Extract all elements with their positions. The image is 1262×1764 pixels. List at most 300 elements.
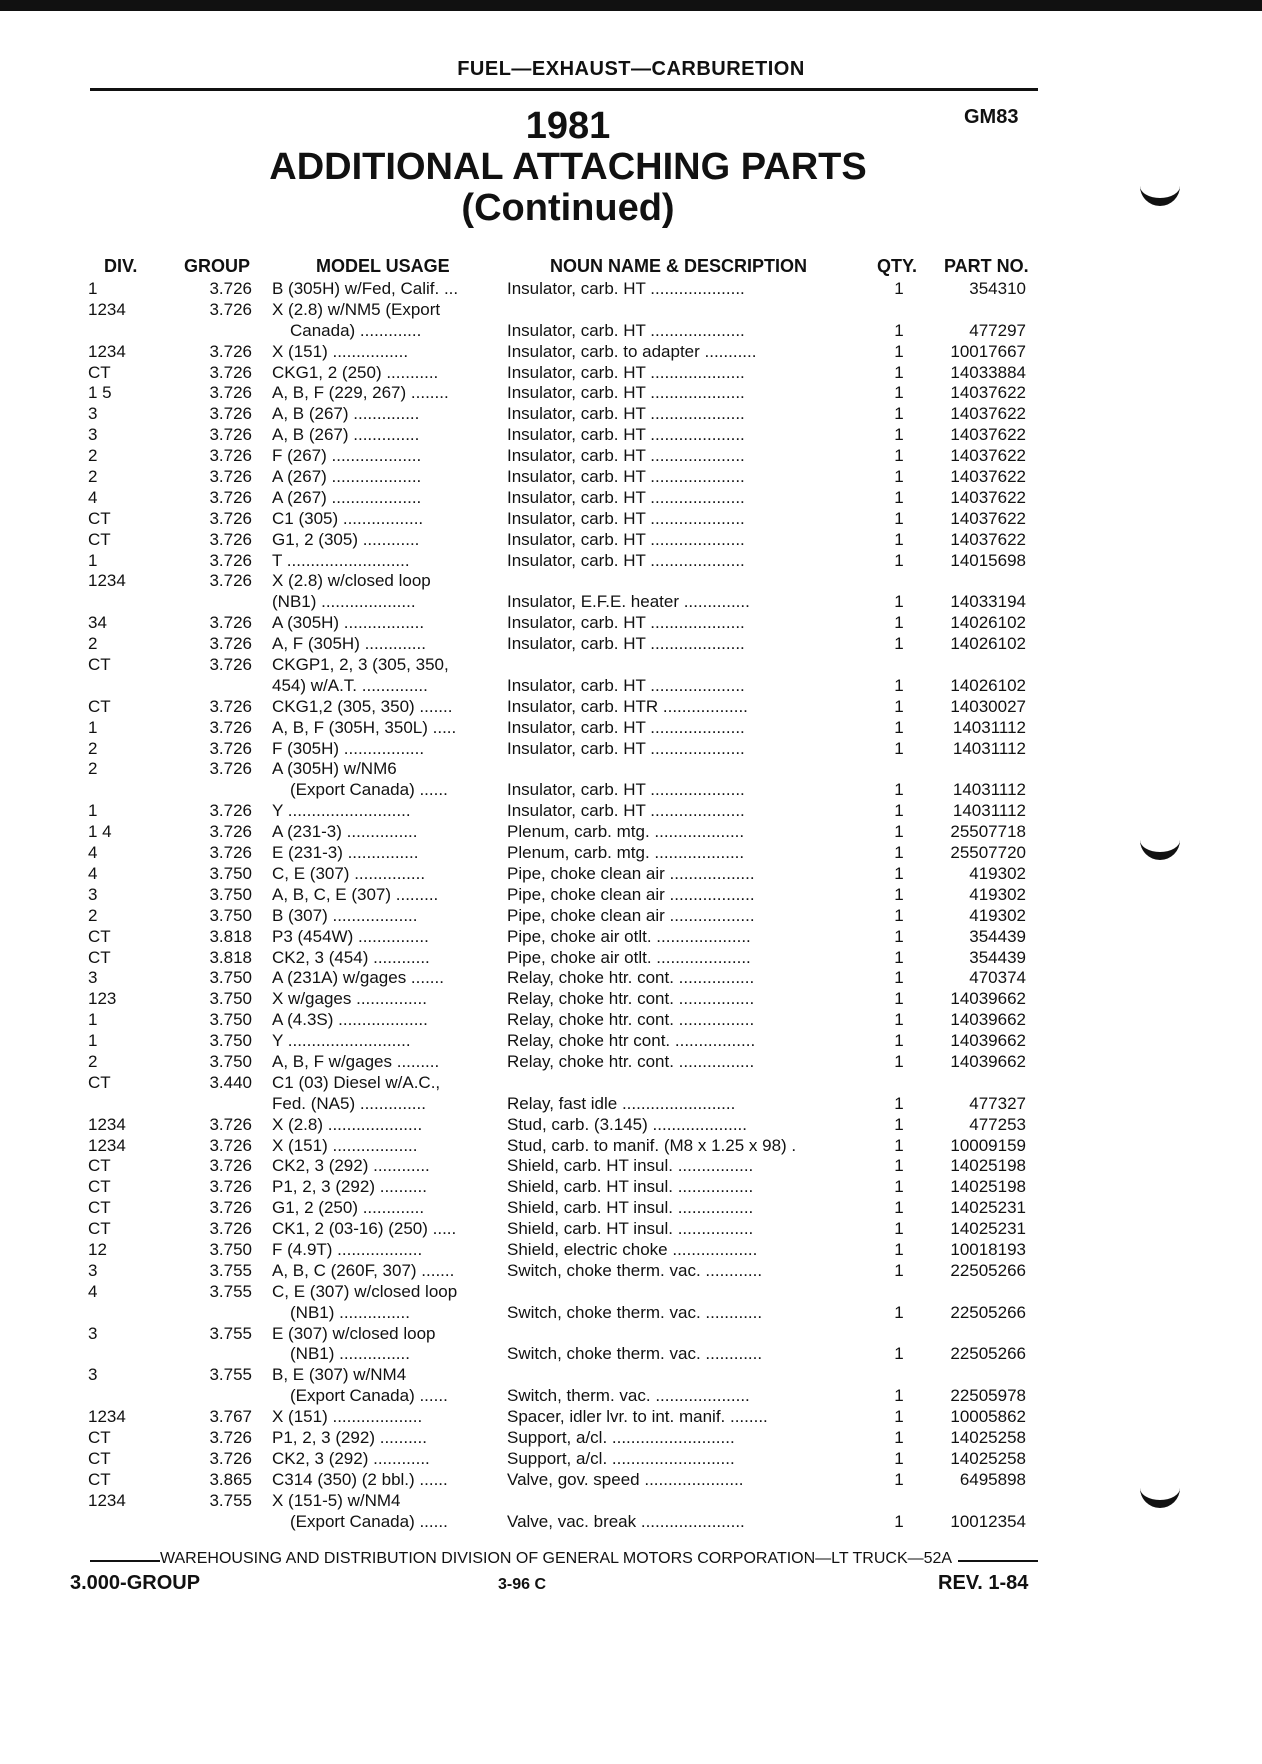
qty-cell: 1: [894, 1302, 904, 1322]
model-usage-cell: X (2.8) w/closed loop: [272, 571, 431, 591]
part-number-cell: 477327: [969, 1093, 1026, 1113]
div-cell: 2: [88, 467, 98, 487]
noun-description-cell: Insulator, carb. HT ....................: [507, 487, 745, 507]
qty-cell: 1: [894, 1448, 904, 1468]
noun-description-cell: Insulator, carb. HT ....................: [507, 801, 745, 821]
header-model: MODEL USAGE: [316, 256, 450, 276]
noun-description-cell: Insulator, carb. HT ....................: [507, 425, 745, 445]
div-cell: CT: [88, 1469, 111, 1489]
div-cell: CT: [88, 1219, 111, 1239]
table-row: [0, 1177, 1262, 1198]
model-usage-cell: A (231A) w/gages .......: [272, 968, 444, 988]
div-cell: 4: [88, 843, 98, 863]
section-header: FUEL—EXHAUST—CARBURETION: [457, 58, 805, 80]
qty-cell: 1: [894, 383, 904, 403]
qty-cell: 1: [894, 1051, 904, 1071]
group-cell: 3.750: [209, 905, 252, 925]
table-row: [0, 676, 1262, 697]
qty-cell: 1: [894, 989, 904, 1009]
group-cell: 3.726: [209, 1135, 252, 1155]
part-number-cell: 14025258: [950, 1427, 1026, 1447]
table-row: [0, 613, 1262, 634]
group-cell: 3.726: [209, 404, 252, 424]
model-usage-cell: C314 (350) (2 bbl.) ......: [272, 1469, 448, 1489]
qty-cell: 1: [894, 1386, 904, 1406]
part-number-cell: 14037622: [950, 487, 1026, 507]
noun-description-cell: Pipe, choke clean air ..................: [507, 905, 755, 925]
group-cell: 3.818: [209, 947, 252, 967]
div-cell: 2: [88, 905, 98, 925]
footer-rev: REV. 1-84: [938, 1572, 1029, 1595]
page-title: [228, 106, 908, 229]
model-usage-cell: A, F (305H) .............: [272, 634, 426, 654]
group-cell: 3.440: [209, 1072, 252, 1092]
model-usage-cell: CK2, 3 (292) ............: [272, 1448, 430, 1468]
noun-description-cell: Insulator, carb. HT ....................: [507, 634, 745, 654]
model-usage-cell: F (305H) .................: [272, 738, 425, 758]
group-cell: 3.750: [209, 989, 252, 1009]
qty-cell: 1: [894, 738, 904, 758]
noun-description-cell: Insulator, carb. HT ....................: [507, 404, 745, 424]
part-number-cell: 354310: [969, 279, 1026, 298]
table-row: [0, 655, 1262, 676]
div-cell: CT: [88, 1198, 111, 1218]
model-usage-cell: X (151) ..................: [272, 1135, 418, 1155]
div-cell: CT: [88, 1072, 111, 1092]
qty-cell: 1: [894, 1469, 904, 1489]
table-row: [0, 906, 1262, 927]
title-year: 1981: [525, 105, 611, 147]
noun-description-cell: Relay, choke htr. cont. ................: [507, 1010, 755, 1030]
part-number-cell: 14015698: [950, 550, 1026, 570]
noun-description-cell: Pipe, choke clean air ..................: [507, 863, 755, 883]
div-cell: CT: [88, 1427, 111, 1447]
noun-description-cell: Valve, gov. speed .....................: [507, 1469, 744, 1489]
part-number-cell: 22505266: [950, 1344, 1026, 1364]
table-row: [0, 1052, 1262, 1073]
qty-cell: 1: [894, 613, 904, 633]
qty-cell: 1: [894, 1135, 904, 1155]
div-cell: CT: [88, 1177, 111, 1197]
div-cell: 1234: [88, 299, 126, 319]
div-cell: 3: [88, 1323, 98, 1343]
group-cell: 3.726: [209, 362, 252, 382]
noun-description-cell: Support, a/cl. ..........................: [507, 1448, 735, 1468]
noun-description-cell: Support, a/cl. ..........................: [507, 1427, 735, 1447]
group-cell: 3.755: [209, 1365, 252, 1385]
qty-cell: 1: [894, 341, 904, 361]
model-usage-cell: Canada) .............: [290, 320, 422, 340]
table-row: [0, 739, 1262, 760]
table-row: [0, 718, 1262, 739]
qty-cell: 1: [894, 592, 904, 612]
part-number-cell: 14037622: [950, 404, 1026, 424]
noun-description-cell: Insulator, carb. HT ....................: [507, 320, 745, 340]
noun-description-cell: Switch, choke therm. vac. ............: [507, 1344, 763, 1364]
div-cell: 123: [88, 989, 117, 1009]
div-cell: 4: [88, 1281, 98, 1301]
model-usage-cell: CKGP1, 2, 3 (305, 350,: [272, 655, 449, 675]
table-row: [0, 467, 1262, 488]
model-usage-cell: P3 (454W) ...............: [272, 926, 429, 946]
qty-cell: 1: [894, 1239, 904, 1259]
noun-description-cell: Stud, carb. (3.145) ....................: [507, 1114, 747, 1134]
table-row: [0, 1365, 1262, 1386]
table-row: [0, 509, 1262, 530]
div-cell: 3: [88, 425, 98, 445]
model-usage-cell: (Export Canada) ......: [290, 1511, 448, 1531]
model-usage-cell: B (305H) w/Fed, Calif. ...: [272, 279, 459, 298]
qty-cell: 1: [894, 717, 904, 737]
part-number-cell: 14025231: [950, 1219, 1026, 1239]
model-usage-cell: Y ..........................: [272, 801, 411, 821]
model-usage-cell: T ..........................: [272, 550, 410, 570]
noun-description-cell: Insulator, carb. HT ....................: [507, 717, 745, 737]
group-cell: 3.750: [209, 1239, 252, 1259]
qty-cell: 1: [894, 320, 904, 340]
noun-description-cell: Switch, choke therm. vac. ............: [507, 1302, 763, 1322]
qty-cell: 1: [894, 1219, 904, 1239]
model-usage-cell: A (267) ...................: [272, 487, 422, 507]
div-cell: 34: [88, 613, 107, 633]
noun-description-cell: Pipe, choke clean air ..................: [507, 884, 755, 904]
noun-description-cell: Insulator, carb. HT ....................: [507, 675, 745, 695]
div-cell: 2: [88, 634, 98, 654]
table-row: [0, 1407, 1262, 1428]
qty-cell: 1: [894, 1010, 904, 1030]
table-row: [0, 634, 1262, 655]
group-cell: 3.755: [209, 1281, 252, 1301]
div-cell: 1 4: [88, 822, 112, 842]
part-number-cell: 14031112: [952, 717, 1026, 737]
table-row: [0, 1094, 1262, 1115]
model-usage-cell: P1, 2, 3 (292) ..........: [272, 1177, 427, 1197]
qty-cell: 1: [894, 508, 904, 528]
part-number-cell: 14037622: [950, 425, 1026, 445]
qty-cell: 1: [894, 425, 904, 445]
model-usage-cell: A (4.3S) ...................: [272, 1010, 428, 1030]
model-usage-cell: E (231-3) ...............: [272, 843, 419, 863]
div-cell: 2: [88, 446, 98, 466]
footer-rule: [958, 1560, 1038, 1562]
qty-cell: 1: [894, 926, 904, 946]
qty-cell: 1: [894, 362, 904, 382]
model-usage-cell: A, B, C (260F, 307) .......: [272, 1260, 455, 1280]
div-cell: CT: [88, 362, 111, 382]
model-usage-cell: CK2, 3 (454) ............: [272, 947, 430, 967]
noun-description-cell: Switch, choke therm. vac. ............: [507, 1260, 763, 1280]
footer-page: 3-96 C: [498, 1576, 547, 1594]
qty-cell: 1: [894, 1031, 904, 1051]
model-usage-cell: B, E (307) w/NM4: [272, 1365, 407, 1385]
group-cell: 3.726: [209, 508, 252, 528]
div-cell: 1 5: [88, 383, 112, 403]
table-row: [0, 530, 1262, 551]
part-number-cell: 419302: [969, 884, 1026, 904]
table-row: [0, 822, 1262, 843]
noun-description-cell: Plenum, carb. mtg. ...................: [507, 822, 745, 842]
part-number-cell: 14031112: [952, 801, 1026, 821]
div-cell: 1: [88, 1031, 98, 1051]
noun-description-cell: Insulator, carb. HT ....................: [507, 446, 745, 466]
group-cell: 3.750: [209, 1010, 252, 1030]
table-row: [0, 1386, 1262, 1407]
part-number-cell: 354439: [969, 926, 1026, 946]
noun-description-cell: Shield, electric choke ..................: [507, 1239, 758, 1259]
part-number-cell: 6495898: [959, 1469, 1026, 1489]
group-cell: 3.750: [209, 1051, 252, 1071]
part-number-cell: 10012354: [950, 1511, 1026, 1531]
table-row: [0, 1156, 1262, 1177]
table-row: [0, 759, 1262, 780]
part-number-cell: 14039662: [950, 989, 1026, 1009]
group-cell: 3.726: [209, 571, 252, 591]
noun-description-cell: Insulator, carb. HT ....................: [507, 780, 745, 800]
noun-description-cell: Insulator, carb. HT ....................: [507, 279, 745, 298]
model-usage-cell: C1 (305) .................: [272, 508, 424, 528]
part-number-cell: 14037622: [950, 446, 1026, 466]
model-usage-cell: F (4.9T) ..................: [272, 1239, 423, 1259]
div-cell: 3: [88, 968, 98, 988]
div-cell: 1: [88, 550, 98, 570]
model-usage-cell: F (267) ...................: [272, 446, 422, 466]
part-number-cell: 14025258: [950, 1448, 1026, 1468]
table-row: [0, 383, 1262, 404]
table-row: [0, 1344, 1262, 1365]
header-noun: NOUN NAME & DESCRIPTION: [550, 256, 808, 276]
document-code: GM83: [964, 106, 1019, 128]
table-row: [0, 1219, 1262, 1240]
model-usage-cell: (NB1) ...............: [290, 1302, 410, 1322]
group-cell: 3.726: [209, 1114, 252, 1134]
table-row: [0, 1115, 1262, 1136]
part-number-cell: 25507720: [950, 843, 1026, 863]
part-number-cell: 14039662: [950, 1031, 1026, 1051]
div-cell: 1: [88, 1010, 98, 1030]
noun-description-cell: Switch, therm. vac. ....................: [507, 1386, 750, 1406]
div-cell: 1: [88, 279, 98, 298]
group-cell: 3.755: [209, 1323, 252, 1343]
model-usage-cell: C, E (307) w/closed loop: [272, 1281, 458, 1301]
qty-cell: 1: [894, 1156, 904, 1176]
table-row: [0, 1428, 1262, 1449]
group-cell: 3.726: [209, 738, 252, 758]
part-number-cell: 477297: [969, 320, 1026, 340]
table-row: [0, 1449, 1262, 1470]
model-usage-cell: X (151) ...................: [272, 1407, 423, 1427]
group-cell: 3.726: [209, 529, 252, 549]
group-cell: 3.726: [209, 425, 252, 445]
model-usage-cell: E (307) w/closed loop: [272, 1323, 436, 1343]
div-cell: CT: [88, 508, 111, 528]
group-cell: 3.726: [209, 655, 252, 675]
group-cell: 3.750: [209, 884, 252, 904]
model-usage-cell: C, E (307) ...............: [272, 863, 426, 883]
noun-description-cell: Insulator, carb. HT ....................: [507, 529, 745, 549]
qty-cell: 1: [894, 1177, 904, 1197]
table-row: [0, 1282, 1262, 1303]
noun-description-cell: Insulator, carb. HT ....................: [507, 383, 745, 403]
table-row: [0, 948, 1262, 969]
part-number-cell: 14031112: [952, 738, 1026, 758]
table-row: [0, 1031, 1262, 1052]
qty-cell: 1: [894, 446, 904, 466]
model-usage-cell: A, B, C, E (307) .........: [272, 884, 439, 904]
table-row: [0, 425, 1262, 446]
group-cell: 3.726: [209, 1427, 252, 1447]
div-cell: CT: [88, 1156, 111, 1176]
model-usage-cell: (NB1) ...............: [290, 1344, 410, 1364]
part-number-cell: 14025198: [950, 1156, 1026, 1176]
part-number-cell: 14033884: [950, 362, 1026, 382]
div-cell: 1234: [88, 1407, 126, 1427]
model-usage-cell: (Export Canada) ......: [290, 780, 448, 800]
table-row: [0, 968, 1262, 989]
part-number-cell: 22505266: [950, 1302, 1026, 1322]
model-usage-cell: A, B, F (305H, 350L) .....: [272, 717, 457, 737]
noun-description-cell: Insulator, E.F.E. heater ..............: [507, 592, 750, 612]
div-cell: 2: [88, 1051, 98, 1071]
qty-cell: 1: [894, 780, 904, 800]
group-cell: 3.726: [209, 383, 252, 403]
part-number-cell: 14033194: [950, 592, 1026, 612]
qty-cell: 1: [894, 1344, 904, 1364]
div-cell: 12: [88, 1239, 107, 1259]
footer-group: 3.000-GROUP: [70, 1572, 201, 1595]
part-number-cell: 25507718: [950, 822, 1026, 842]
model-usage-cell: A (305H) .................: [272, 613, 425, 633]
table-row: [0, 927, 1262, 948]
qty-cell: 1: [894, 696, 904, 716]
group-cell: 3.726: [209, 634, 252, 654]
group-cell: 3.726: [209, 299, 252, 319]
group-cell: 3.750: [209, 863, 252, 883]
part-number-cell: 14025198: [950, 1177, 1026, 1197]
part-number-cell: 14037622: [950, 467, 1026, 487]
parts-table: [0, 279, 1262, 1532]
table-row: [0, 780, 1262, 801]
qty-cell: 1: [894, 529, 904, 549]
model-usage-cell: A (305H) w/NM6: [272, 759, 397, 779]
noun-description-cell: Spacer, idler lvr. to int. manif. ........: [507, 1407, 768, 1427]
group-cell: 3.750: [209, 968, 252, 988]
qty-cell: 1: [894, 634, 904, 654]
title-continued: (Continued): [461, 187, 675, 229]
model-usage-cell: (NB1) ....................: [272, 592, 416, 612]
qty-cell: 1: [894, 279, 904, 298]
noun-description-cell: Relay, fast idle ........................: [507, 1093, 736, 1113]
model-usage-cell: 454) w/A.T. ..............: [272, 675, 428, 695]
group-cell: 3.726: [209, 843, 252, 863]
table-row: [0, 1303, 1262, 1324]
noun-description-cell: Relay, choke htr. cont. ................: [507, 989, 755, 1009]
noun-description-cell: Shield, carb. HT insul. ................: [507, 1198, 754, 1218]
qty-cell: 1: [894, 1114, 904, 1134]
div-cell: 4: [88, 487, 98, 507]
qty-cell: 1: [894, 1427, 904, 1447]
model-usage-cell: P1, 2, 3 (292) ..........: [272, 1427, 427, 1447]
model-usage-cell: CKG1,2 (305, 350) .......: [272, 696, 453, 716]
part-number-cell: 470374: [969, 968, 1026, 988]
table-row: [0, 1324, 1262, 1345]
div-cell: 3: [88, 404, 98, 424]
header-div: DIV.: [104, 256, 138, 276]
group-cell: 3.726: [209, 487, 252, 507]
noun-description-cell: Shield, carb. HT insul. ................: [507, 1156, 754, 1176]
noun-description-cell: Insulator, carb. HTR ..................: [507, 696, 748, 716]
part-number-cell: 14037622: [950, 529, 1026, 549]
group-cell: 3.865: [209, 1469, 252, 1489]
qty-cell: 1: [894, 884, 904, 904]
div-cell: 3: [88, 1260, 98, 1280]
group-cell: 3.726: [209, 801, 252, 821]
part-number-cell: 14025231: [950, 1198, 1026, 1218]
part-number-cell: 14037622: [950, 508, 1026, 528]
qty-cell: 1: [894, 404, 904, 424]
table-row: [0, 801, 1262, 822]
group-cell: 3.755: [209, 1260, 252, 1280]
column-headers: [0, 256, 1262, 278]
noun-description-cell: Shield, carb. HT insul. ................: [507, 1177, 754, 1197]
div-cell: 2: [88, 738, 98, 758]
table-row: [0, 363, 1262, 384]
group-cell: 3.726: [209, 467, 252, 487]
table-row: [0, 342, 1262, 363]
group-cell: 3.726: [209, 446, 252, 466]
model-usage-cell: X (2.8) w/NM5 (Export: [272, 299, 441, 319]
table-row: [0, 1491, 1262, 1512]
model-usage-cell: G1, 2 (250) .............: [272, 1198, 425, 1218]
qty-cell: 1: [894, 801, 904, 821]
noun-description-cell: Valve, vac. break ......................: [507, 1511, 745, 1531]
group-cell: 3.726: [209, 822, 252, 842]
group-cell: 3.726: [209, 613, 252, 633]
group-cell: 3.726: [209, 759, 252, 779]
div-cell: CT: [88, 947, 111, 967]
group-cell: 3.767: [209, 1407, 252, 1427]
qty-cell: 1: [894, 1260, 904, 1280]
table-row: [0, 1073, 1262, 1094]
part-number-cell: 14037622: [950, 383, 1026, 403]
noun-description-cell: Stud, carb. to manif. (M8 x 1.25 x 98) .: [507, 1135, 797, 1155]
table-row: [0, 592, 1262, 613]
part-number-cell: 14031112: [952, 780, 1026, 800]
part-number-cell: 354439: [969, 947, 1026, 967]
group-cell: 3.726: [209, 1219, 252, 1239]
model-usage-cell: X (151) ................: [272, 341, 409, 361]
noun-description-cell: Insulator, carb. HT ....................: [507, 508, 745, 528]
model-usage-cell: CKG1, 2 (250) ...........: [272, 362, 439, 382]
qty-cell: 1: [894, 1093, 904, 1113]
group-cell: 3.726: [209, 1156, 252, 1176]
table-row: [0, 1198, 1262, 1219]
group-cell: 3.726: [209, 1198, 252, 1218]
table-row: [0, 1261, 1262, 1282]
table-row: [0, 843, 1262, 864]
qty-cell: 1: [894, 1198, 904, 1218]
part-number-cell: 22505266: [950, 1260, 1026, 1280]
table-row: [0, 300, 1262, 321]
model-usage-cell: X (151-5) w/NM4: [272, 1490, 401, 1510]
group-cell: 3.755: [209, 1490, 252, 1510]
qty-cell: 1: [894, 822, 904, 842]
group-cell: 3.726: [209, 717, 252, 737]
table-row: [0, 1010, 1262, 1031]
div-cell: 1234: [88, 1135, 126, 1155]
title-main: ADDITIONAL ATTACHING PARTS: [269, 146, 867, 188]
div-cell: 2: [88, 759, 98, 779]
table-row: [0, 321, 1262, 342]
